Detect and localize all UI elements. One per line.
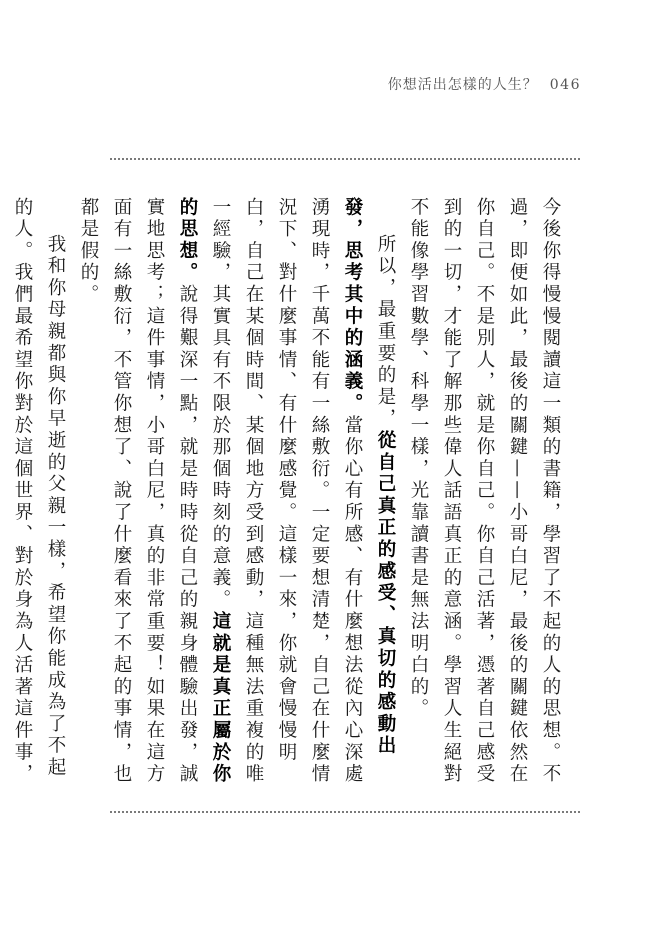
emphasis-feelings: 從自己真正的感受、真切的感動出發，思考其中的涵義。 (342, 197, 396, 758)
top-dotted-rule (110, 158, 580, 160)
running-header (388, 74, 581, 94)
paragraph-1: 今後你得慢慢閱讀這一類的書籍，學習了不起的人的思想。不過，即便如此，最後的關鍵——小哥白尼，最後的關鍵依然在你自己。不是別人，就是你自己。你自己活著，憑著自己感受到的一切，才能了解那些偉人話語真正的意涵。學習人生絕對不能像學習數學、科學一樣，光靠讀書是無法明白的。 (408, 197, 561, 786)
bottom-dotted-rule (110, 811, 580, 813)
vertical-body-text (12, 197, 567, 797)
paragraph-2 (72, 197, 402, 797)
page-number: 046 (549, 77, 581, 93)
paragraph-2-part-a: 所以，最重要的是， (375, 234, 396, 431)
emphasis-own-thought: 這就是真正屬於你的思想。 (177, 197, 231, 786)
paragraph-3: 我和你母親都與你早逝的父親一樣，希望你能成為了不起的人。我們最希望你對於這個世界、對於身為人活著這件事， (12, 197, 66, 786)
book-title: 你想活出怎樣的人生？ (387, 77, 538, 93)
paragraph-2-part-e: 說得艱深一點，就是時時從自己的親身體驗出發，誠實地思考；這件事情，小哥白尼，真的非常重要！如果在這方面有一絲敷衍，不管你想了、說了什麼看來了不起的事情，也都是假的。 (78, 197, 198, 786)
paragraph-2-part-c: 當你心有所感、有什麼想法從內心深處湧現時，千萬不能有一絲敷衍。一定要想清楚，自己在什麼情況下、對什麼事情、有什麼感覺。這樣一來，你就會慢慢明白，自己在某個時間、某個地方受到感動，這種無法重複的唯一經驗，其實具有不限於那個時刻的意義。 (210, 197, 363, 786)
